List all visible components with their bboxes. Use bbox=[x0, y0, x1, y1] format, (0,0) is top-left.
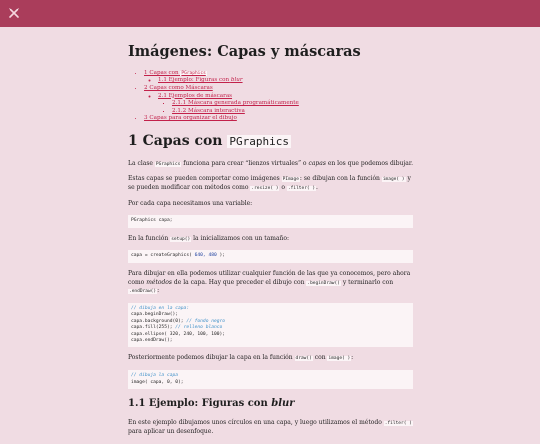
pencils-logo-icon[interactable] bbox=[8, 7, 20, 19]
code-block: capa = createGraphics( 640, 480 ); bbox=[128, 250, 413, 262]
toc-item bbox=[144, 70, 413, 85]
toc-code: PGraphics bbox=[181, 70, 206, 76]
toc-item bbox=[144, 115, 413, 123]
page-title: Imágenes: Capas y máscaras bbox=[128, 43, 361, 60]
article bbox=[128, 44, 413, 444]
toc-link-capas-organizar[interactable]: 3 Capas para organizar el dibujo bbox=[144, 115, 237, 122]
section-heading-capas-pgraphics: 1 Capas con PGraphics bbox=[128, 132, 289, 149]
toc-link-mascara-programatica[interactable]: 2.1.1 Máscara generada programáticamente bbox=[172, 100, 299, 107]
table-of-contents bbox=[128, 70, 413, 123]
paragraph: Por cada capa necesitamos una variable: bbox=[128, 199, 253, 207]
section-heading-ejemplo-blur: 1.1 Ejemplo: Figuras con blur bbox=[128, 397, 295, 409]
toc-item bbox=[158, 77, 413, 85]
toc-link-ejemplo-blur[interactable]: 1.1 Ejemplo: Figuras con blur bbox=[158, 77, 243, 84]
top-bar bbox=[0, 0, 540, 27]
paragraph: Para dibujar en ella podemos utilizar cualquier función de las que ya conocemos, pero ahora como métodos de la capa. Hay que preceder el dibujo con .beginDraw() y terminarlo con .endDraw(): bbox=[128, 269, 411, 295]
paragraph: En la función setup() la inicializamos con un tamaño: bbox=[128, 234, 290, 242]
toc-item bbox=[172, 100, 413, 108]
paragraph: Posteriormente podemos dibujar la capa en la función draw() con image( ): bbox=[128, 354, 354, 362]
toc-item bbox=[158, 93, 413, 116]
toc-link-capas-pgraphics[interactable]: 1 Capas con PGraphics bbox=[144, 69, 206, 76]
toc-link-mascara-interactiva[interactable]: 2.1.2 Máscara interactiva bbox=[172, 107, 245, 114]
paragraph: La clase PGraphics funciona para crear “lienzos virtuales” o capas en los que podemos dibujar. bbox=[128, 159, 413, 167]
paragraph: Estas capas se pueden comportar como imágenes PImage: se dibujan con la función image( ) y se pueden modificar con métodos como .resize( ) o .filter( ). bbox=[128, 175, 411, 191]
code-block: // dibuja en la capa: capa.beginDraw(); capa.background(0); // fondo negro capa.fill(255); // relleno blanco capa.ellipse( 320, 240, 100, 100); capa.endDraw(); bbox=[128, 303, 413, 348]
code-block: PGraphics capa; bbox=[128, 215, 413, 227]
code-block: // dibuja la capa image( capa, 0, 0); bbox=[128, 370, 413, 389]
toc-item bbox=[144, 85, 413, 115]
paragraph: En este ejemplo dibujamos unos círculos en una capa, y luego utilizamos el método .filter( ) para aplicar un desenfoque. bbox=[128, 419, 412, 436]
toc-item bbox=[172, 108, 413, 116]
toc-link-capas-mascaras[interactable]: 2 Capas como Máscaras bbox=[144, 85, 213, 92]
toc-link-ejemplos-mascaras[interactable]: 2.1 Ejemplos de máscaras bbox=[158, 92, 233, 99]
